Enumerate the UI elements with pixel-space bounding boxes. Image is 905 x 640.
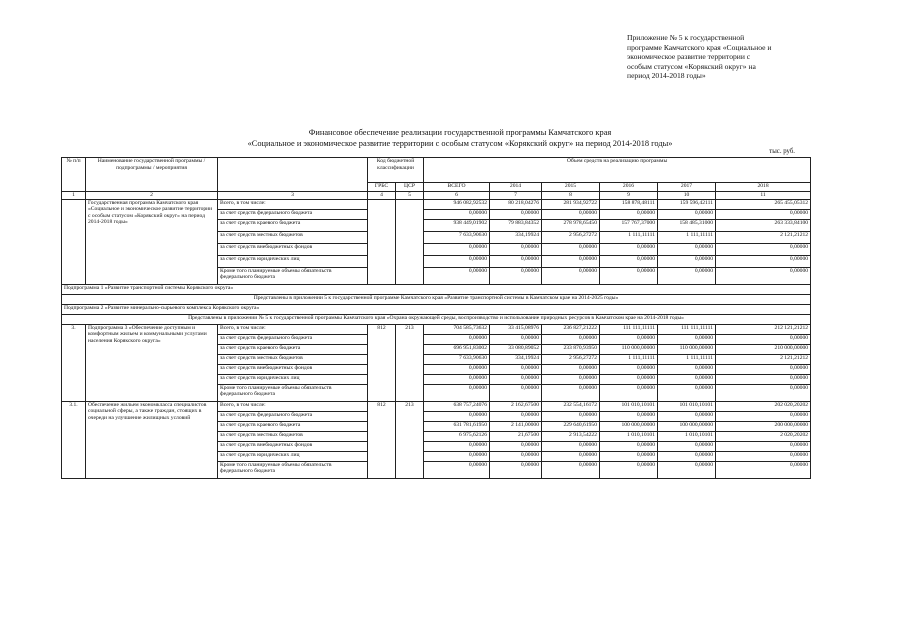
appendix-line: особым статусом «Корякский округ» на <box>627 61 756 71</box>
amount-year: 2 121,21212 <box>716 354 811 364</box>
funding-source: за счет средств местных бюджетов <box>218 231 368 243</box>
amount-total: 6 975,62126 <box>424 431 490 441</box>
funding-source: за счет средств внебюджетных фондов <box>218 364 368 374</box>
header-num: № п/п <box>62 158 86 192</box>
amount-year: 0,00000 <box>600 243 658 255</box>
amount-year: 0,00000 <box>716 255 811 267</box>
amount-year: 0,00000 <box>716 411 811 421</box>
column-index: 4 <box>368 192 396 200</box>
header-total: ВСЕГО <box>424 183 490 192</box>
amount-year: 229 640,61950 <box>542 421 600 431</box>
funding-source: за счет средств краевого бюджета <box>218 344 368 354</box>
funding-source: за счет средств юридических лиц <box>218 374 368 384</box>
appendix-line: экономическое развитие территории с <box>627 52 751 62</box>
amount-year: 0,00000 <box>658 441 716 451</box>
document-title <box>60 128 860 149</box>
amount-year: 0,00000 <box>600 255 658 267</box>
amount-year: 0,00000 <box>716 209 811 219</box>
amount-year: 0,00000 <box>542 209 600 219</box>
amount-year: 2 956,27272 <box>542 354 600 364</box>
funding-source: за счет средств краевого бюджета <box>218 421 368 431</box>
amount-total: 0,00000 <box>424 255 490 267</box>
header-year: 2018 <box>716 183 811 192</box>
amount-year: 0,00000 <box>490 374 542 384</box>
amount-year: 202 020,20202 <box>716 401 811 411</box>
amount-total: 704 585,73632 <box>424 324 490 334</box>
amount-year: 212 121,21212 <box>716 324 811 334</box>
row-number <box>62 199 86 284</box>
amount-year: 0,00000 <box>716 461 811 478</box>
amount-year: 0,00000 <box>542 384 600 401</box>
appendix-line: программе Камчатского края «Социальное и <box>627 42 772 52</box>
amount-year: 0,00000 <box>600 209 658 219</box>
amount-year: 1 010,10101 <box>658 431 716 441</box>
amount-year: 79 883,84352 <box>490 219 542 231</box>
amount-year: 0,00000 <box>600 374 658 384</box>
amount-year: 0,00000 <box>542 441 600 451</box>
amount-year: 0,00000 <box>490 451 542 461</box>
table-row <box>62 199 811 209</box>
csr-code: 213 <box>396 401 424 478</box>
funding-source: за счет средств федерального бюджета <box>218 209 368 219</box>
amount-year: 2 956,27272 <box>542 231 600 243</box>
subprogram-3-block <box>62 324 811 401</box>
header-grbs: ГРБС <box>368 183 396 192</box>
amount-year: 0,00000 <box>542 255 600 267</box>
funding-source: за счет средств краевого бюджета <box>218 219 368 231</box>
amount-year: 0,00000 <box>658 334 716 344</box>
funding-source: за счет средств федерального бюджета <box>218 411 368 421</box>
amount-year: 1 111,11111 <box>658 231 716 243</box>
amount-year: 0,00000 <box>716 243 811 255</box>
amount-year: 0,00000 <box>542 334 600 344</box>
header-year: 2016 <box>600 183 658 192</box>
appendix-line: Приложение № 5 к государственной <box>627 33 745 42</box>
csr-code: 213 <box>396 324 424 401</box>
amount-year: 33 080,89052 <box>490 344 542 354</box>
amount-year: 2 121,21212 <box>716 231 811 243</box>
amount-year: 158 878,48111 <box>600 199 658 209</box>
amount-year: 210 000,00000 <box>716 344 811 354</box>
amount-year: 80 218,04276 <box>490 199 542 209</box>
amount-year: 159 596,42111 <box>658 199 716 209</box>
csr-code <box>396 199 424 284</box>
amount-year: 0,00000 <box>490 255 542 267</box>
funding-source: Кроме того планируемые объемы обязательств федерального бюджета <box>218 384 368 401</box>
amount-total: 0,00000 <box>424 334 490 344</box>
amount-year: 0,00000 <box>658 451 716 461</box>
grbs-code: 812 <box>368 401 396 478</box>
header-volume: Объем средств на реализацию программы <box>424 158 811 183</box>
amount-year: 0,00000 <box>600 364 658 374</box>
appendix-line: период 2014-2018 годы» <box>627 71 706 81</box>
table-row <box>62 401 811 411</box>
funding-source: за счет средств местных бюджетов <box>218 354 368 364</box>
amount-year: 0,00000 <box>490 384 542 401</box>
amount-year: 0,00000 <box>490 243 542 255</box>
column-index: 1 <box>62 192 86 200</box>
amount-year: 110 000,00000 <box>600 344 658 354</box>
amount-year: 0,00000 <box>542 461 600 478</box>
appendix-note <box>627 33 887 81</box>
amount-year: 200 000,00000 <box>716 421 811 431</box>
amount-year: 263 333,84100 <box>716 219 811 231</box>
amount-year: 0,00000 <box>542 267 600 284</box>
column-index: 8 <box>542 192 600 200</box>
amount-year: 101 010,10101 <box>658 401 716 411</box>
amount-year: 101 010,10101 <box>600 401 658 411</box>
amount-year: 0,00000 <box>658 374 716 384</box>
amount-total: 0,00000 <box>424 243 490 255</box>
measure-3-1-block <box>62 401 811 478</box>
amount-year: 0,00000 <box>716 364 811 374</box>
row-title: Государственная программа Камчатского края «Социальное и экономическое развитие территории с особым статусом «Корякский округ» на период 2014-2018 годы» <box>86 199 218 284</box>
subprogram-2-note: Представлены в приложении № 5 к государственной программы Камчатского края «Охрана окружающей среды, воспроизводство и использование природных ресурсов в Камчатском крае на 2014-2018 годы» <box>62 314 811 324</box>
row-title: Обеспечение жильем экономкласса специалистов социальной сферы, а также граждан, стоящих в очереди на улучшение жилищных условий <box>86 401 218 478</box>
amount-year: 1 111,11111 <box>658 354 716 364</box>
column-index: 3 <box>218 192 368 200</box>
amount-year: 2 162,67500 <box>490 401 542 411</box>
amount-year: 0,00000 <box>490 334 542 344</box>
amount-year: 0,00000 <box>600 461 658 478</box>
row-number: 3.1. <box>62 401 86 478</box>
funding-source: Всего, в том числе: <box>218 401 368 411</box>
amount-year: 2 913,54222 <box>542 431 600 441</box>
amount-year: 0,00000 <box>542 374 600 384</box>
amount-total: 0,00000 <box>424 209 490 219</box>
amount-year: 0,00000 <box>716 267 811 284</box>
amount-total: 638 757,24076 <box>424 401 490 411</box>
amount-total: 0,00000 <box>424 461 490 478</box>
amount-total: 0,00000 <box>424 411 490 421</box>
amount-year: 0,00000 <box>716 451 811 461</box>
column-index: 11 <box>716 192 811 200</box>
funding-source: за счет средств федерального бюджета <box>218 334 368 344</box>
amount-total: 0,00000 <box>424 451 490 461</box>
amount-year: 0,00000 <box>542 243 600 255</box>
amount-total: 7 633,90630 <box>424 231 490 243</box>
amount-year: 0,00000 <box>600 334 658 344</box>
amount-year: 0,00000 <box>716 374 811 384</box>
amount-total: 938 449,01902 <box>424 219 490 231</box>
amount-year: 157 767,37000 <box>600 219 658 231</box>
amount-total: 946 082,92532 <box>424 199 490 209</box>
amount-total: 631 781,61950 <box>424 421 490 431</box>
amount-year: 0,00000 <box>490 209 542 219</box>
header-year: 2017 <box>658 183 716 192</box>
table-row <box>62 324 811 334</box>
amount-year: 0,00000 <box>490 267 542 284</box>
amount-year: 0,00000 <box>658 267 716 284</box>
column-index: 10 <box>658 192 716 200</box>
amount-year: 265 455,05312 <box>716 199 811 209</box>
header-csr: ЦСР <box>396 183 424 192</box>
amount-year: 0,00000 <box>600 267 658 284</box>
header-year: 2015 <box>542 183 600 192</box>
amount-year: 0,00000 <box>658 384 716 401</box>
header-source <box>218 158 368 192</box>
amount-year: 0,00000 <box>658 411 716 421</box>
amount-year: 100 000,00000 <box>658 421 716 431</box>
amount-year: 1 111,11111 <box>600 354 658 364</box>
amount-total: 7 633,90630 <box>424 354 490 364</box>
amount-year: 281 934,92722 <box>542 199 600 209</box>
amount-year: 0,00000 <box>658 209 716 219</box>
row-title: Подпрограмма 3 «Обеспечение доступным и комфортным жильем и коммунальными услугами населения Корякского округа» <box>86 324 218 401</box>
funding-source: за счет средств внебюджетных фондов <box>218 441 368 451</box>
grbs-code <box>368 199 396 284</box>
amount-year: 0,00000 <box>658 461 716 478</box>
amount-year: 0,00000 <box>490 461 542 478</box>
amount-year: 0,00000 <box>600 441 658 451</box>
amount-year: 236 827,21222 <box>542 324 600 334</box>
header-year: 2014 <box>490 183 542 192</box>
amount-year: 0,00000 <box>716 334 811 344</box>
subprogram-1-title: Подпрограмма 1 «Развитие транспортной системы Корякского округа» <box>62 284 811 294</box>
column-index: 2 <box>86 192 218 200</box>
amount-year: 111 111,11111 <box>658 324 716 334</box>
row-number: 3. <box>62 324 86 401</box>
funding-source: Всего, в том числе: <box>218 199 368 209</box>
amount-year: 334,19924 <box>490 354 542 364</box>
amount-total: 0,00000 <box>424 364 490 374</box>
funding-source: за счет средств местных бюджетов <box>218 431 368 441</box>
amount-year: 0,00000 <box>490 364 542 374</box>
funding-source: Кроме того планируемые объемы обязательств федерального бюджета <box>218 461 368 478</box>
amount-year: 2 141,00000 <box>490 421 542 431</box>
amount-year: 0,00000 <box>658 364 716 374</box>
funding-source: за счет средств юридических лиц <box>218 255 368 267</box>
funding-source: за счет средств внебюджетных фондов <box>218 243 368 255</box>
amount-year: 0,00000 <box>716 384 811 401</box>
column-index: 9 <box>600 192 658 200</box>
amount-year: 0,00000 <box>542 411 600 421</box>
program-block <box>62 199 811 284</box>
amount-year: 232 554,16172 <box>542 401 600 411</box>
amount-year: 0,00000 <box>658 243 716 255</box>
amount-year: 278 978,65450 <box>542 219 600 231</box>
amount-year: 158 485,31000 <box>658 219 716 231</box>
column-index: 7 <box>490 192 542 200</box>
amount-year: 0,00000 <box>490 411 542 421</box>
amount-year: 0,00000 <box>542 451 600 461</box>
funding-source: Всего, в том числе: <box>218 324 368 334</box>
amount-year: 1 111,11111 <box>600 231 658 243</box>
column-index: 5 <box>396 192 424 200</box>
amount-year: 0,00000 <box>716 441 811 451</box>
amount-year: 334,19924 <box>490 231 542 243</box>
title-line-1: Финансовое обеспечение реализации государственной программы Камчатского края <box>308 128 612 137</box>
subprogram-1-block <box>62 284 811 324</box>
header-name: Наименование государственной программы / подпрограммы / мероприятия <box>86 158 218 192</box>
amount-year: 0,00000 <box>542 364 600 374</box>
grbs-code: 812 <box>368 324 396 401</box>
amount-year: 0,00000 <box>490 441 542 451</box>
amount-total: 0,00000 <box>424 374 490 384</box>
amount-year: 0,00000 <box>658 255 716 267</box>
title-line-2: «Социальное и экономическое развитие территории с особым статусом «Корякский округ» на период 2014-2018 годы» <box>247 138 673 148</box>
amount-year: 0,00000 <box>600 411 658 421</box>
amount-total: 696 951,83002 <box>424 344 490 354</box>
amount-year: 111 111,11111 <box>600 324 658 334</box>
column-index: 6 <box>424 192 490 200</box>
amount-year: 1 010,10101 <box>600 431 658 441</box>
funding-source: за счет средств юридических лиц <box>218 451 368 461</box>
amount-total: 0,00000 <box>424 441 490 451</box>
amount-year: 0,00000 <box>600 451 658 461</box>
amount-year: 21,67500 <box>490 431 542 441</box>
amount-year: 2 020,20202 <box>716 431 811 441</box>
funding-source: Кроме того планируемые объемы обязательств федерального бюджета <box>218 267 368 284</box>
amount-year: 33 415,08976 <box>490 324 542 334</box>
amount-year: 0,00000 <box>600 384 658 401</box>
unit-label: тыс. руб. <box>769 148 795 155</box>
amount-total: 0,00000 <box>424 384 490 401</box>
amount-year: 110 000,00000 <box>658 344 716 354</box>
amount-total: 0,00000 <box>424 267 490 284</box>
header-code: Код бюджетной классификации <box>368 158 424 183</box>
subprogram-1-note: Представлены в приложении 5 к государственной программе Камчатского края «Развитие транспортной системы в Камчатском крае на 2014-2025 годы» <box>62 294 811 304</box>
subprogram-2-title: Подпрограмма 2 «Развитие минерально-сырьевого комплекса Корякского округа» <box>62 304 811 314</box>
amount-year: 233 870,93950 <box>542 344 600 354</box>
budget-table <box>61 157 811 479</box>
amount-year: 100 000,00000 <box>600 421 658 431</box>
